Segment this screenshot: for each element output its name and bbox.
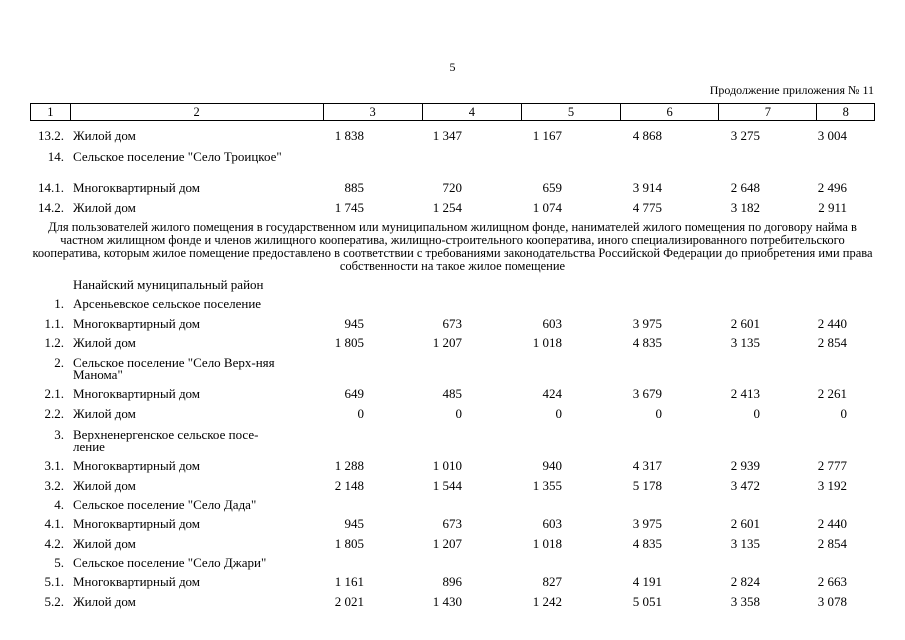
value-cell: 4 835 (632, 536, 662, 551)
row-name: Многоквартирный дом (73, 180, 201, 195)
value-cell: 649 (344, 386, 364, 401)
row-name: Многоквартирный дом (73, 316, 201, 331)
value-cell: 1 347 (432, 128, 462, 143)
row-name: Арсеньевское сельское поселение (73, 296, 262, 311)
value-cell: 3 192 (817, 478, 847, 493)
value-cell: 603 (542, 316, 562, 331)
row-number: 2. (54, 355, 64, 370)
value-cell: 1 207 (432, 536, 462, 551)
page-number: 5 (449, 60, 456, 74)
value-cell: 4 775 (632, 200, 662, 215)
value-cell: 1 074 (532, 200, 562, 215)
header-cell: 8 (842, 105, 849, 119)
value-cell: 3 975 (632, 316, 662, 331)
value-cell: 5 178 (632, 478, 662, 493)
value-cell: 2 601 (730, 516, 760, 531)
header-cell: 6 (621, 104, 719, 120)
row-name: Многоквартирный дом (73, 386, 201, 401)
value-cell: 3 004 (817, 128, 847, 143)
row-number: 2.1. (44, 386, 64, 401)
row-name: Сельское поселение "Село Троицкое" (73, 149, 282, 164)
row-number: 5. (54, 555, 64, 570)
value-cell: 1 207 (432, 335, 462, 350)
row-name: Верхненергенское сельское посе-ление (73, 427, 259, 454)
row-number: 5.1. (44, 574, 64, 589)
row-number: 13.2. (38, 128, 64, 143)
value-cell: 3 914 (632, 180, 662, 195)
value-cell: 485 (442, 386, 462, 401)
row-number: 14. (47, 149, 64, 164)
row-number: 3. (54, 427, 64, 442)
value-cell: 2 021 (334, 594, 364, 609)
row-name: Жилой дом (73, 478, 136, 493)
value-cell: 5 051 (632, 594, 662, 609)
value-cell: 1 544 (432, 478, 462, 493)
value-cell: 3 135 (730, 335, 760, 350)
value-cell: 1 242 (532, 594, 562, 609)
value-cell: 3 275 (730, 128, 760, 143)
row-name: Жилой дом (73, 200, 136, 215)
value-cell: 0 (455, 406, 462, 421)
row-name: Многоквартирный дом (73, 516, 201, 531)
value-cell: 1 745 (334, 200, 364, 215)
district-heading: Нанайский муниципальный район (73, 277, 264, 292)
row-number: 3.1. (44, 458, 64, 473)
value-cell: 0 (357, 406, 364, 421)
value-cell: 1 254 (432, 200, 462, 215)
value-cell: 1 167 (532, 128, 562, 143)
value-cell: 720 (442, 180, 462, 195)
row-number: 4. (54, 497, 64, 512)
value-cell: 1 355 (532, 478, 562, 493)
section-note: Для пользователей жилого помещения в государственном или муниципальном жилищном фонде, нанимателей жилого помещения по договору найма в частном жилищном фонде и членов жилищного кооператива, жилищно-строительного кооператива, иного специализированного потребительского кооператива, которым жилое помещение предоставлено в соответствии с требованиями законодательства Российской Федерации до приобретения ими права собственности на такое жилое помещение (32, 220, 873, 273)
row-number: 2.2. (44, 406, 64, 421)
value-cell: 1 161 (334, 574, 364, 589)
row-name: Сельское поселение "Село Дада" (73, 497, 257, 512)
value-cell: 2 854 (817, 536, 847, 551)
header-cell: 7 (719, 104, 817, 120)
value-cell: 673 (442, 516, 462, 531)
value-cell: 2 440 (817, 516, 847, 531)
header-cell: 3 (324, 104, 423, 120)
row-name: Жилой дом (73, 594, 136, 609)
header-cell: 5 (522, 104, 621, 120)
value-cell: 659 (542, 180, 562, 195)
value-cell: 945 (344, 516, 364, 531)
value-cell: 2 854 (817, 335, 847, 350)
row-name: Многоквартирный дом (73, 574, 201, 589)
value-cell: 2 663 (817, 574, 847, 589)
value-cell: 2 496 (817, 180, 847, 195)
row-name: Жилой дом (73, 406, 136, 421)
value-cell: 1 010 (432, 458, 462, 473)
value-cell: 827 (542, 574, 562, 589)
row-number: 14.2. (38, 200, 64, 215)
value-cell: 2 601 (730, 316, 760, 331)
value-cell: 940 (542, 458, 562, 473)
value-cell: 1 838 (334, 128, 364, 143)
table-header-row (30, 103, 875, 121)
value-cell: 885 (344, 180, 364, 195)
value-cell: 3 182 (730, 200, 760, 215)
value-cell: 4 868 (632, 128, 662, 143)
value-cell: 2 413 (730, 386, 760, 401)
value-cell: 4 317 (632, 458, 662, 473)
value-cell: 603 (542, 516, 562, 531)
row-number: 4.1. (44, 516, 64, 531)
row-name: Сельское поселение "Село Джари" (73, 555, 267, 570)
value-cell: 3 472 (730, 478, 760, 493)
value-cell: 2 911 (818, 200, 847, 215)
value-cell: 3 679 (632, 386, 662, 401)
value-cell: 0 (555, 406, 562, 421)
value-cell: 1 018 (532, 335, 562, 350)
value-cell: 1 805 (334, 536, 364, 551)
row-name: Жилой дом (73, 128, 136, 143)
value-cell: 424 (542, 386, 562, 401)
row-number: 1.1. (44, 316, 64, 331)
value-cell: 1 805 (334, 335, 364, 350)
header-cell: 1 (31, 104, 71, 120)
row-number: 3.2. (44, 478, 64, 493)
value-cell: 2 648 (730, 180, 760, 195)
value-cell: 1 430 (432, 594, 462, 609)
row-name: Жилой дом (73, 536, 136, 551)
row-number: 5.2. (44, 594, 64, 609)
value-cell: 1 288 (334, 458, 364, 473)
row-name: Сельское поселение "Село Верх-няя Манома" (73, 355, 275, 382)
value-cell: 2 824 (730, 574, 760, 589)
row-name: Многоквартирный дом (73, 458, 201, 473)
value-cell: 2 939 (730, 458, 760, 473)
value-cell: 2 148 (334, 478, 364, 493)
value-cell: 0 (753, 406, 760, 421)
header-cell: 2 (71, 104, 324, 120)
value-cell: 896 (442, 574, 462, 589)
value-cell: 4 835 (632, 335, 662, 350)
value-cell: 0 (840, 406, 847, 421)
value-cell: 673 (442, 316, 462, 331)
value-cell: 2 440 (817, 316, 847, 331)
value-cell: 945 (344, 316, 364, 331)
value-cell: 3 135 (730, 536, 760, 551)
row-number: 4.2. (44, 536, 64, 551)
value-cell: 3 078 (817, 594, 847, 609)
continuation-caption: Продолжение приложения № 11 (709, 83, 874, 97)
row-number: 1. (54, 296, 64, 311)
value-cell: 4 191 (632, 574, 662, 589)
value-cell: 3 975 (632, 516, 662, 531)
value-cell: 0 (655, 406, 662, 421)
row-number: 1.2. (44, 335, 64, 350)
value-cell: 2 777 (817, 458, 847, 473)
row-name: Жилой дом (73, 335, 136, 350)
value-cell: 1 018 (532, 536, 562, 551)
value-cell: 2 261 (817, 386, 847, 401)
value-cell: 3 358 (730, 594, 760, 609)
header-cell: 4 (423, 104, 522, 120)
row-number: 14.1. (38, 180, 64, 195)
